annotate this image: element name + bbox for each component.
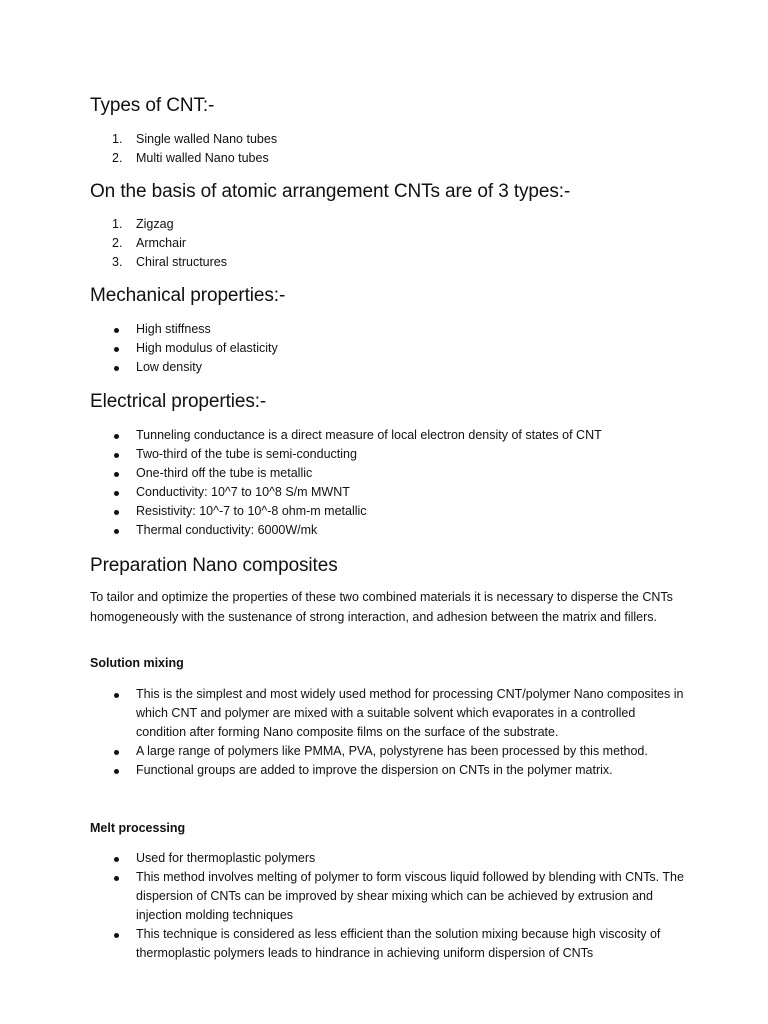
melt-list: [0, 849, 686, 963]
bullet-icon: [114, 347, 119, 352]
list-item-text: Low density: [136, 360, 203, 374]
types-list: [0, 130, 686, 168]
list-item-text: Zigzag: [136, 217, 174, 231]
mechanical-heading: Mechanical properties:-: [90, 285, 286, 306]
list-item-text: A large range of polymers like PMMA, PVA, polystyrene has been processed by this method.: [136, 744, 648, 758]
list-item-text: This is the simplest and most widely used method for processing CNT/polymer Nano composites in which CNT and polymer are mixed with a suitable solvent which evaporates in a controlled condition after forming Nano composite films on the surface of the substrate.: [136, 687, 684, 739]
bullet-icon: [114, 529, 119, 534]
bullet-icon: [114, 693, 119, 698]
list-item: [0, 149, 686, 168]
list-item: [0, 685, 686, 742]
list-item: [0, 502, 686, 521]
bullet-icon: [114, 366, 119, 371]
bullet-icon: [114, 750, 119, 755]
bullet-icon: [114, 857, 119, 862]
list-item: [0, 483, 686, 502]
list-item-text: One-third off the tube is metallic: [136, 466, 313, 480]
list-item: [0, 339, 686, 358]
atomic-list: [0, 215, 686, 272]
list-item-text: Conductivity: 10^7 to 10^8 S/m MWNT: [136, 485, 350, 499]
preparation-paragraph: To tailor and optimize the properties of these two combined materials it is necessary to disperse the CNTs homogeneously with the sustenance of strong interaction, and adhesion between the matrix and fillers.: [90, 590, 673, 624]
list-item-text: Resistivity: 10^-7 to 10^-8 ohm-m metallic: [136, 504, 367, 518]
bullet-icon: [114, 472, 119, 477]
list-item: [0, 464, 686, 483]
list-item: [0, 253, 686, 272]
list-item: [0, 358, 686, 377]
mechanical-list: [0, 320, 686, 377]
types-heading: Types of CNT:-: [90, 95, 215, 116]
list-item-text: Functional groups are added to improve the dispersion on CNTs in the polymer matrix.: [136, 763, 613, 777]
bullet-icon: [114, 769, 119, 774]
preparation-heading: Preparation Nano composites: [90, 555, 338, 576]
solution-list: [0, 685, 686, 780]
list-item-text: Chiral structures: [136, 255, 227, 269]
list-item: [0, 521, 686, 540]
list-item-text: High modulus of elasticity: [136, 341, 278, 355]
bullet-icon: [114, 434, 119, 439]
bullet-icon: [114, 933, 119, 938]
bullet-icon: [114, 453, 119, 458]
list-item: [0, 761, 686, 780]
list-item-text: Used for thermoplastic polymers: [136, 851, 316, 865]
list-item: [0, 130, 686, 149]
list-item-text: Tunneling conductance is a direct measure of local electron density of states of CNT: [136, 428, 602, 442]
list-item: [0, 868, 686, 925]
bullet-icon: [114, 491, 119, 496]
solution-mixing-heading: Solution mixing: [90, 656, 184, 670]
list-item: [0, 445, 686, 464]
list-number: 2.: [112, 236, 123, 250]
list-number: 2.: [112, 151, 123, 165]
list-item: [0, 925, 686, 963]
list-number: 3.: [112, 255, 123, 269]
list-item: [0, 426, 686, 445]
list-item-text: This method involves melting of polymer to form viscous liquid followed by blending with CNTs. The dispersion of CNTs can be improved by shear mixing which can be achieved by extrusion and injection molding techniques: [136, 870, 684, 922]
list-item: [0, 742, 686, 761]
list-item: [0, 234, 686, 253]
bullet-icon: [114, 328, 119, 333]
list-item-text: Thermal conductivity: 6000W/mk: [136, 523, 318, 537]
list-item: [0, 215, 686, 234]
list-item-text: High stiffness: [136, 322, 211, 336]
list-item-text: This technique is considered as less efficient than the solution mixing because high viscosity of thermoplastic polymers leads to hindrance in achieving uniform dispersion of CNTs: [136, 927, 661, 960]
electrical-heading: Electrical properties:-: [90, 391, 267, 412]
list-item: [0, 320, 686, 339]
list-item-text: Multi walled Nano tubes: [136, 151, 269, 165]
melt-processing-heading: Melt processing: [90, 821, 186, 835]
list-item-text: Two-third of the tube is semi-conducting: [136, 447, 357, 461]
bullet-icon: [114, 510, 119, 515]
electrical-list: [0, 426, 686, 540]
atomic-heading: On the basis of atomic arrangement CNTs are of 3 types:-: [90, 181, 571, 202]
bullet-icon: [114, 876, 119, 881]
list-number: 1.: [112, 132, 123, 146]
list-item-text: Single walled Nano tubes: [136, 132, 278, 146]
list-number: 1.: [112, 217, 123, 231]
list-item-text: Armchair: [136, 236, 187, 250]
list-item: [0, 849, 686, 868]
